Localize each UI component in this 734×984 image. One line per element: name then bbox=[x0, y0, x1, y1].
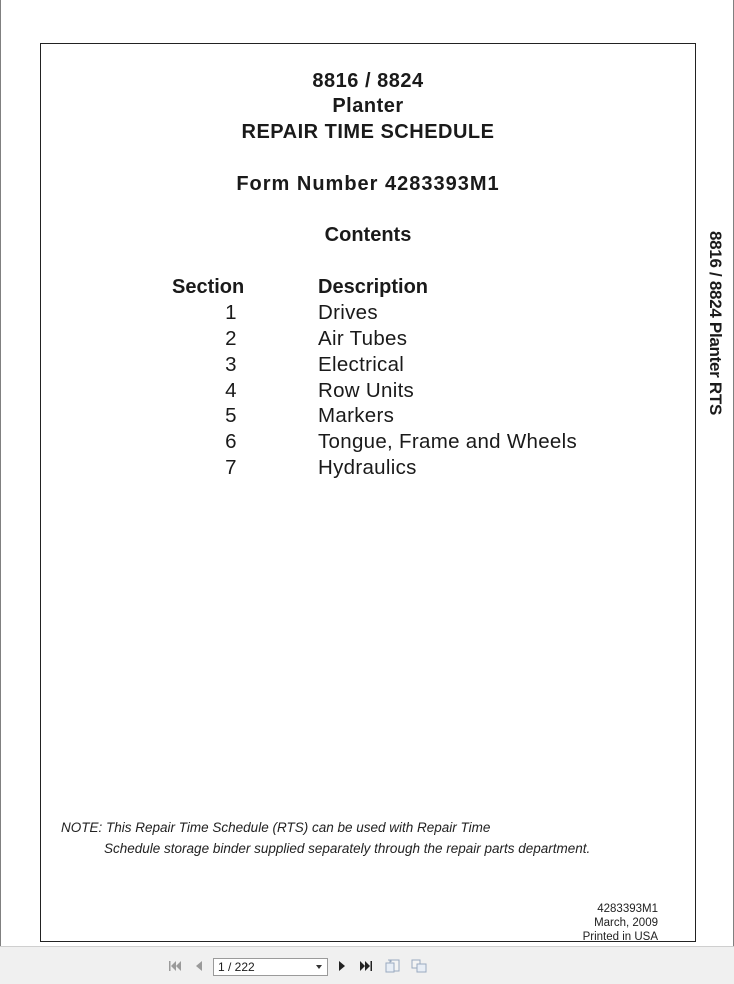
section-description: Air Tubes bbox=[318, 327, 408, 350]
page-indicator: 1 / 222 bbox=[218, 960, 255, 974]
next-page-icon[interactable] bbox=[334, 959, 350, 973]
section-number: 5 bbox=[225, 404, 237, 427]
section-number: 2 bbox=[225, 327, 237, 350]
single-page-view-icon[interactable] bbox=[385, 959, 401, 973]
description-column-header: Description bbox=[318, 276, 429, 298]
footer-printed: Printed in USA bbox=[582, 931, 658, 943]
doc-title-model: 8816 / 8824 bbox=[312, 70, 424, 92]
contents-heading: Contents bbox=[324, 224, 412, 246]
first-page-icon[interactable] bbox=[167, 959, 183, 973]
section-number: 7 bbox=[225, 456, 237, 479]
section-number: 4 bbox=[225, 379, 237, 402]
section-description: Hydraulics bbox=[318, 456, 417, 479]
section-description: Drives bbox=[318, 301, 378, 324]
section-column-header: Section bbox=[172, 276, 245, 298]
note-line-1: NOTE: This Repair Time Schedule (RTS) can be used with Repair Time bbox=[61, 820, 491, 835]
section-number: 1 bbox=[225, 301, 237, 324]
page-number-select[interactable] bbox=[213, 958, 328, 976]
chevron-down-icon bbox=[316, 965, 322, 969]
footer-date: March, 2009 bbox=[594, 917, 658, 929]
section-number: 3 bbox=[225, 353, 237, 376]
last-page-icon[interactable] bbox=[358, 959, 374, 973]
document-page bbox=[40, 43, 696, 942]
section-description: Electrical bbox=[318, 353, 405, 376]
side-tab-label: 8816 / 8824 Planter RTS bbox=[706, 231, 725, 415]
pdf-navigation-toolbar bbox=[0, 946, 734, 984]
section-description: Row Units bbox=[318, 379, 415, 402]
footer-form-code: 4283393M1 bbox=[597, 903, 658, 915]
prev-page-icon[interactable] bbox=[191, 959, 207, 973]
section-number: 6 bbox=[225, 430, 237, 453]
two-page-view-icon[interactable] bbox=[411, 959, 427, 973]
section-description: Tongue, Frame and Wheels bbox=[318, 430, 578, 453]
doc-title-schedule: REPAIR TIME SCHEDULE bbox=[241, 121, 495, 143]
form-number: Form Number 4283393M1 bbox=[236, 173, 500, 195]
note-line-2: Schedule storage binder supplied separately through the repair parts department. bbox=[104, 841, 591, 856]
section-description: Markers bbox=[318, 404, 395, 427]
doc-title-product: Planter bbox=[332, 95, 404, 117]
